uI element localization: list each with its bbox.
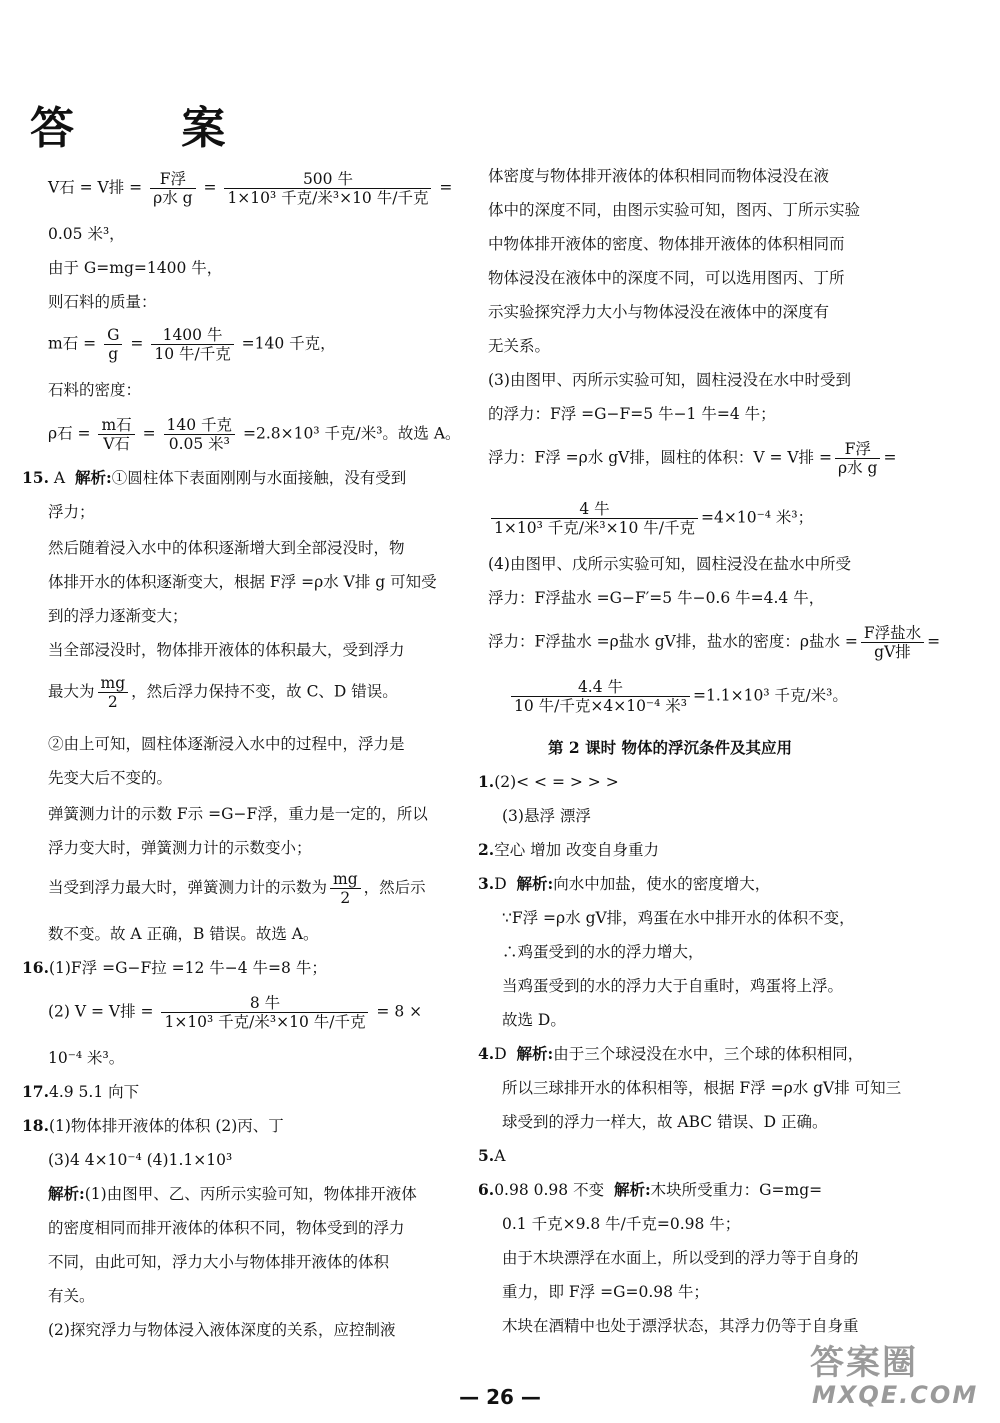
text-line: 球受到的浮力一样大，故 ABC 错误、D 正确。 (502, 1113, 828, 1131)
page-number: — 26 — (459, 1385, 541, 1409)
equation-line: 当受到浮力最大时，弹簧测力计的示数为 $\frac{mg}{2}$ ，然后示 (48, 870, 426, 907)
text-line: 则石料的质量： (48, 293, 157, 311)
text-line: ∴鸡蛋受到的水的浮力增大， (502, 943, 704, 961)
question-15: 15. A 解析:①圆柱体下表面刚刚与水面接触，没有受到 (22, 468, 407, 487)
question-3: 3.D 解析:向水中加盐，使水的密度增大， (478, 874, 771, 893)
text-line: 体密度与物体排开液体的体积相同而物体浸没在液 (488, 167, 830, 185)
equation-line: 最大为 $\frac{mg}{2}$ ，然后浮力保持不变，故 C、D 错误。 (48, 674, 398, 711)
equation-line: 浮力：F浮 =ρ水 gV排，圆柱的体积：V = V排 = $\frac{\text{F浮}}{\text{ρ水 g}}$ = (488, 440, 897, 477)
text-line: (3)悬浮 漂浮 (502, 807, 591, 825)
text-line: 所以三球排开水的体积相等，根据 F浮 =ρ水 gV排 可知三 (502, 1079, 902, 1097)
section-heading: 第 2 课时 物体的浮沉条件及其应用 (548, 738, 792, 757)
text-line: (3)4 4×10⁻⁴ (4)1.1×10³ (48, 1151, 233, 1169)
text-line: 中物体排开液体的密度、物体排开液体的体积相同而 (488, 235, 845, 253)
watermark-text: 答案圈 (810, 1343, 918, 1383)
equation-line: m石 = $\frac{G}{g}$ = $\frac{\text{1400 牛}}{\text{10 牛/千克}}$ =140 千克， (48, 326, 336, 363)
text-line: 先变大后不变的。 (48, 769, 173, 787)
equation-line: ρ石 = $\frac{\text{m石}}{\text{V石}}$ = $\frac{\text{140 千克}}{\text{0.05 米³}}$ =2.8×10³ 千克/米³。故选 A。 (48, 416, 461, 453)
equation-line: (2) V = V排 = $\frac{\text{8 牛}}{\text{1×10³ 千克/米³×10 牛/千克}}$ = 8 × (48, 994, 423, 1031)
equation-line: $\frac{\text{4.4 牛}}{\text{10 牛/千克×4×10⁻⁴ 米³}}$ =1.1×10³ 千克/米³。 (508, 678, 848, 715)
equation-line: $\frac{\text{4 牛}}{\text{1×10³ 千克/米³×10 牛/千克}}$ =4×10⁻⁴ 米³； (488, 500, 813, 537)
text-line: 0.05 米³， (48, 225, 125, 243)
text-line: 当全部浸没时，物体排开液体的体积最大，受到浮力 (48, 641, 405, 659)
question-4: 4.D 解析:由于三个球浸没在水中，三个球的体积相同， (478, 1044, 864, 1063)
question-6: 6.0.98 0.98 不变 解析:木块所受重力：G=mg= (478, 1180, 823, 1199)
question-16: 16.(1)F浮 =G−F拉 =12 牛−4 牛=8 牛； (22, 958, 327, 977)
text-line: 不同，由此可知，浮力大小与物体排开液体的体积 (48, 1253, 390, 1271)
text-line: ②由上可知，圆柱体逐渐浸入水中的过程中，浮力是 (48, 735, 405, 753)
text-line: 当鸡蛋受到的水的浮力大于自重时，鸡蛋将上浮。 (502, 977, 844, 995)
equation-line: 浮力：F浮盐水 =ρ盐水 gV排，盐水的密度：ρ盐水 = $\frac{\text{F浮盐水}}{\text{gV排}}$ = (488, 624, 941, 661)
text-line: 故选 D。 (502, 1011, 566, 1029)
text-line: 体中的深度不同，由图示实验可知，图丙、丁所示实验 (488, 201, 861, 219)
text-line: 的浮力：F浮 =G−F=5 牛−1 牛=4 牛； (488, 405, 776, 423)
text-line: 物体浸没在液体中的深度不同，可以选用图丙、丁所 (488, 269, 845, 287)
text-line: (4)由图甲、戊所示实验可知，圆柱浸没在盐水中所受 (488, 555, 851, 573)
text-line: 10⁻⁴ 米³。 (48, 1049, 125, 1067)
question-2: 2.空心 增加 改变自身重力 (478, 840, 660, 859)
text-line: 由于 G=mg=1400 牛， (48, 259, 223, 277)
text-line: 示实验探究浮力大小与物体浸没在液体中的深度有 (488, 303, 830, 321)
text-line: 的密度相同而排开液体的体积不同，物体受到的浮力 (48, 1219, 405, 1237)
watermark-logo (800, 1335, 990, 1415)
equation-line: V石 = V排 = $\frac{\text{F浮}}{\text{ρ水 g}}$ = $\frac{\text{500 牛}}{\text{1×10³ 千克/米³×10 牛/千克}}$ = (48, 170, 453, 207)
text-line: (3)由图甲、丙所示实验可知，圆柱浸没在水中时受到 (488, 371, 851, 389)
page-title: 答 案 (30, 103, 272, 154)
text-line: 浮力变大时，弹簧测力计的示数变小； (48, 839, 312, 857)
text-line: (2)探究浮力与物体浸入液体深度的关系，应控制液 (48, 1321, 396, 1339)
question-1: 1.(2)< < = > > > (478, 772, 619, 791)
text-line: 浮力：F浮盐水 =G−F′=5 牛−0.6 牛=4.4 牛， (488, 589, 825, 607)
text-line: 浮力； (48, 503, 95, 521)
text-line: 0.1 千克×9.8 牛/千克=0.98 牛； (502, 1215, 741, 1233)
text-line: 数不变。故 A 正确，B 错误。故选 A。 (48, 925, 319, 943)
text-line: 由于木块漂浮在水面上，所以受到的浮力等于自身的 (502, 1249, 859, 1267)
text-line: 到的浮力逐渐变大； (48, 607, 188, 625)
text-line: 无关系。 (488, 337, 551, 355)
question-5: 5.A (478, 1146, 506, 1165)
text-line: 有关。 (48, 1287, 95, 1305)
text-line: ∵F浮 =ρ水 gV排，鸡蛋在水中排开水的体积不变， (502, 909, 855, 927)
text-line: 重力，即 F浮 =G=0.98 牛； (502, 1283, 709, 1301)
text-line: 石料的密度： (48, 381, 142, 399)
watermark-url: MXQE.COM (812, 1381, 979, 1409)
question-17: 17.4.9 5.1 向下 (22, 1082, 140, 1101)
text-line: 然后随着浸入水中的体积逐渐增大到全部浸没时，物 (48, 539, 405, 557)
question-18: 18.(1)物体排开液体的体积 (2)丙、丁 (22, 1116, 284, 1135)
text-line: 木块在酒精中也处于漂浮状态，其浮力仍等于自身重 (502, 1317, 859, 1335)
text-line: 解析:(1)由图甲、乙、丙所示实验可知，物体排开液体 (48, 1184, 417, 1203)
text-line: 弹簧测力计的示数 F示 =G−F浮，重力是一定的，所以 (48, 805, 428, 823)
text-line: 体排开水的体积逐渐变大，根据 F浮 =ρ水 V排 g 可知受 (48, 573, 437, 591)
